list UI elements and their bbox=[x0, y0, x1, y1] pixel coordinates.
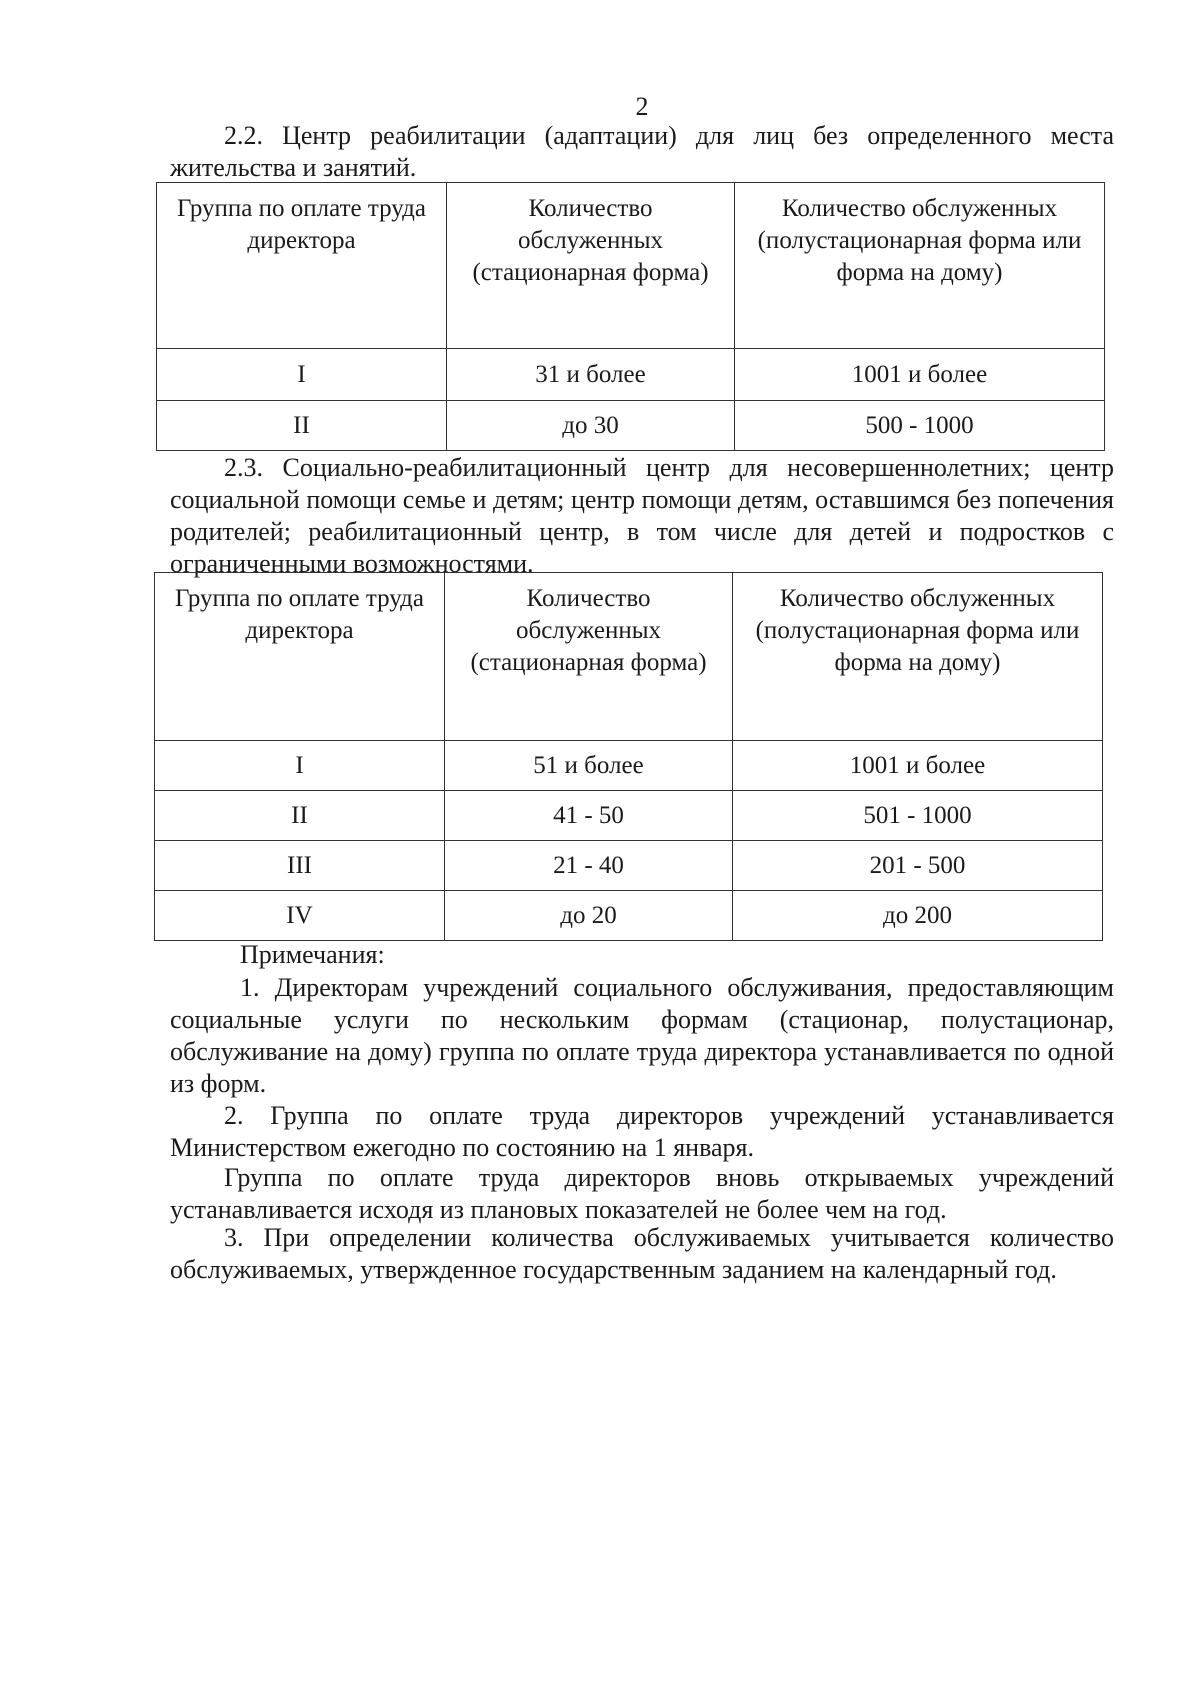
note-item-text: Группа по оплате труда директоров вновь открываемых учреждений устанавливается исходя из плановых показателей не более чем на год. bbox=[170, 1163, 1114, 1224]
note-item-text: 1. Директорам учреждений социального обслуживания, предоставляющим социальные услуги по нескольким формам (стационар, полустационар, обслуживание на дому) группа по оплате труда директора устанавливается по одной из форм. bbox=[170, 973, 1114, 1098]
table-cell: 21 - 40 bbox=[445, 841, 733, 891]
table-cell: до 30 bbox=[447, 401, 735, 451]
table-row bbox=[157, 349, 1105, 401]
header-cell-semistationary: Количество обслуженных (полустационарная форма или форма на дому) bbox=[733, 573, 1103, 741]
table-row bbox=[155, 841, 1103, 891]
table-cell: до 200 bbox=[733, 891, 1103, 941]
notes-title: Примечания: bbox=[240, 940, 385, 969]
table-2-2 bbox=[156, 182, 1105, 451]
table-cell: III bbox=[155, 841, 445, 891]
table-header-row bbox=[157, 183, 1105, 349]
table-cell: I bbox=[157, 349, 447, 401]
table-cell: 51 и более bbox=[445, 741, 733, 791]
table-cell: 41 - 50 bbox=[445, 791, 733, 841]
note-item bbox=[170, 1100, 1114, 1164]
table-row bbox=[155, 741, 1103, 791]
section-2-2-text bbox=[170, 120, 1114, 184]
table-cell: 31 и более bbox=[447, 349, 735, 401]
section-2-3-text bbox=[170, 452, 1114, 580]
note-item bbox=[170, 972, 1114, 1100]
table-cell: II bbox=[157, 401, 447, 451]
table-cell: 1001 и более bbox=[735, 349, 1105, 401]
table-cell: II bbox=[155, 791, 445, 841]
header-cell-stationary: Количество обслуженных (стационарная форма) bbox=[447, 183, 735, 349]
table-header-row bbox=[155, 573, 1103, 741]
table-cell: 201 - 500 bbox=[733, 841, 1103, 891]
header-cell-group: Группа по оплате труда директора bbox=[155, 573, 445, 741]
note-item bbox=[170, 1222, 1114, 1286]
note-item bbox=[170, 1162, 1114, 1226]
section-2-3-text-content: 2.3. Социально-реабилитационный центр для несовершеннолетних; центр социальной помощи семье и детям; центр помощи детям, оставшимся без попечения родителей; реабилитационный центр, в том числе для детей и подростков с ограниченными возможностями. bbox=[170, 453, 1114, 578]
note-item-text: 2. Группа по оплате труда директоров учреждений устанавливается Министерством ежегодно по состоянию на 1 января. bbox=[170, 1101, 1114, 1162]
table-row bbox=[155, 791, 1103, 841]
table-cell: 500 - 1000 bbox=[735, 401, 1105, 451]
page-number: 2 bbox=[635, 92, 649, 121]
table-row bbox=[155, 891, 1103, 941]
header-cell-stationary: Количество обслуженных (стационарная форма) bbox=[445, 573, 733, 741]
section-2-2-text-content: 2.2. Центр реабилитации (адаптации) для лиц без определенного места жительства и занятий. bbox=[170, 121, 1114, 182]
table-row bbox=[157, 401, 1105, 451]
note-item-text: 3. При определении количества обслуживаемых учитывается количество обслуживаемых, утвержденное государственным заданием на календарный год. bbox=[170, 1223, 1114, 1284]
table-cell: до 20 bbox=[445, 891, 733, 941]
table-cell: IV bbox=[155, 891, 445, 941]
table-cell: 1001 и более bbox=[733, 741, 1103, 791]
table-cell: 501 - 1000 bbox=[733, 791, 1103, 841]
header-cell-group: Группа по оплате труда директора bbox=[157, 183, 447, 349]
table-cell: I bbox=[155, 741, 445, 791]
table-2-3 bbox=[154, 572, 1103, 941]
header-cell-semistationary: Количество обслуженных (полустационарная форма или форма на дому) bbox=[735, 183, 1105, 349]
